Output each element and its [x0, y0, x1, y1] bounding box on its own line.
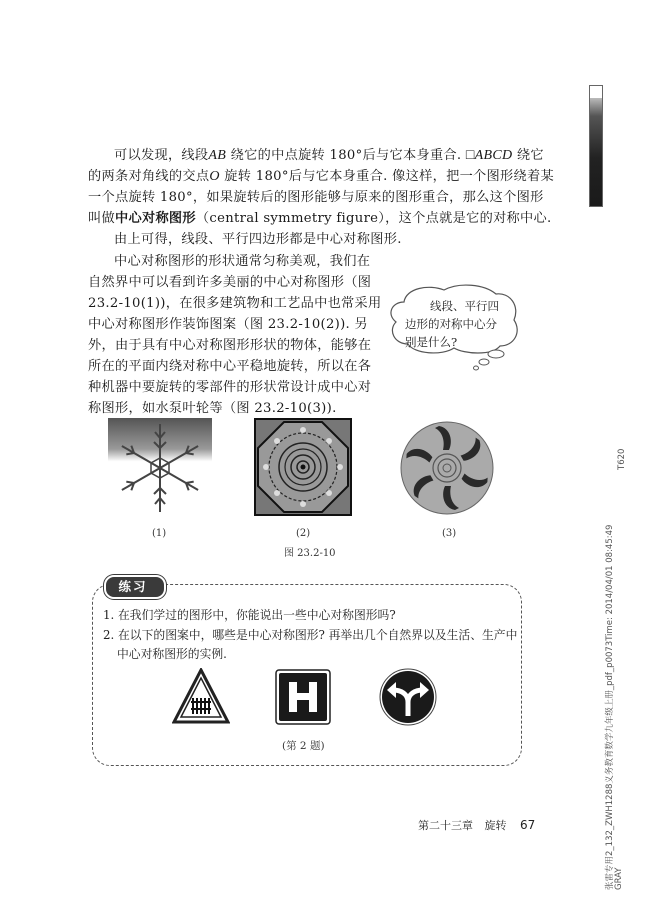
- page-number: 67: [520, 818, 536, 832]
- impeller-image: [399, 420, 495, 516]
- margin-code: T620: [617, 448, 627, 470]
- paragraph-definition-line3: [88, 188, 544, 209]
- figure-label-3: (3): [442, 528, 457, 539]
- exercise-question-2: 2. 在以下的图案中，哪些是中心对称图形? 再举出几个自然界以及生活、生产中: [103, 628, 518, 642]
- text-span: 的两条对角线的交点: [88, 169, 210, 184]
- paragraph-examples-line3: 23.2-10(1))，在很多建筑物和工艺品中也常采用: [88, 296, 382, 311]
- railway-crossing-sign-icon: [172, 668, 230, 724]
- bubble-line3: 别是什么?: [405, 335, 458, 349]
- margin-scan-info: 张雷专用2_132_ZWH1288义务教育数学九年级上册_pdf_p0073Time: 2014/04/01 08:45:49: [605, 524, 615, 890]
- paragraph-examples-line7: 种机器中要旋转的零部件的形状常设计成中心对: [88, 380, 372, 395]
- figure-label-1: (1): [152, 528, 167, 539]
- decorative-pattern-image: [254, 418, 352, 516]
- exercise-figure-caption: (第 2 题): [282, 740, 325, 752]
- text-span: 叫做: [88, 211, 115, 226]
- exercise-question-2-cont: 中心对称图形的实例.: [117, 647, 227, 661]
- text-span: 绕它的中点旋转 180°后与它本身重合.: [226, 148, 462, 163]
- paragraph-examples-line6: 所在的平面内绕对称中心平稳地旋转，所以在各: [88, 359, 372, 374]
- snowflake-image: [108, 418, 212, 516]
- figure-caption: 图 23.2-10: [284, 548, 336, 559]
- text-span: 一个点旋转 180°，如果旋转后的图形能够与原来的图形重合，那么这个图形: [88, 190, 544, 205]
- figure-label-2: (2): [296, 528, 311, 539]
- paragraph-examples-line1: 中心对称图形的形状通常匀称美观，我们在: [114, 254, 371, 269]
- term-bold: 中心对称图形: [114, 211, 196, 226]
- paragraph-definition-line4: [88, 209, 552, 230]
- exercise-title: 练习: [118, 579, 148, 594]
- text-span: 由上可得，线段、平行四边形都是中心对称图形.: [114, 232, 402, 247]
- paragraph-definition: [114, 146, 544, 167]
- section-label: 旋转: [484, 819, 507, 832]
- bubble-line2: 边形的对称中心分: [405, 317, 497, 331]
- math-ab: AB: [208, 148, 227, 163]
- bubble-line1: 线段、平行四: [430, 299, 499, 313]
- paragraph-definition-line2: [88, 167, 554, 188]
- margin-gray-label: GRAY: [614, 867, 624, 890]
- paragraph-examples-line2: 自然界中可以看到许多美丽的中心对称图形（图: [88, 275, 372, 290]
- exercise-question-1: 1. 在我们学过的图形中，你能说出一些中心对称图形吗?: [103, 608, 396, 622]
- chapter-label: 第二十三章: [418, 819, 473, 832]
- paragraph-examples-line4: 中心对称图形作装饰图案（图 23.2-10(2)). 另: [88, 317, 369, 332]
- text-span: 旋转 180°后与它本身重合. 像这样，把一个图形绕着某: [219, 169, 554, 184]
- fork-direction-sign-icon: [379, 668, 437, 726]
- grayscale-bar: [589, 85, 603, 207]
- paragraph-examples-line8: 称图形，如水泵叶轮等（图 23.2-10(3)).: [88, 401, 337, 416]
- paragraph-examples-line5: 外，由于具有中心对称图形形状的物体，能够在: [88, 338, 372, 353]
- text-span: 可以发现，线段: [114, 148, 209, 163]
- math-o: O: [209, 169, 220, 184]
- footer: [418, 817, 535, 833]
- text-span: （central symmetry figure），这个点就是它的对称中心.: [195, 211, 552, 226]
- hospital-sign-icon: [275, 669, 331, 725]
- paragraph-conclusion: [114, 230, 402, 251]
- math-abcd: □ABCD: [465, 148, 513, 163]
- text-span: 绕它: [512, 148, 544, 163]
